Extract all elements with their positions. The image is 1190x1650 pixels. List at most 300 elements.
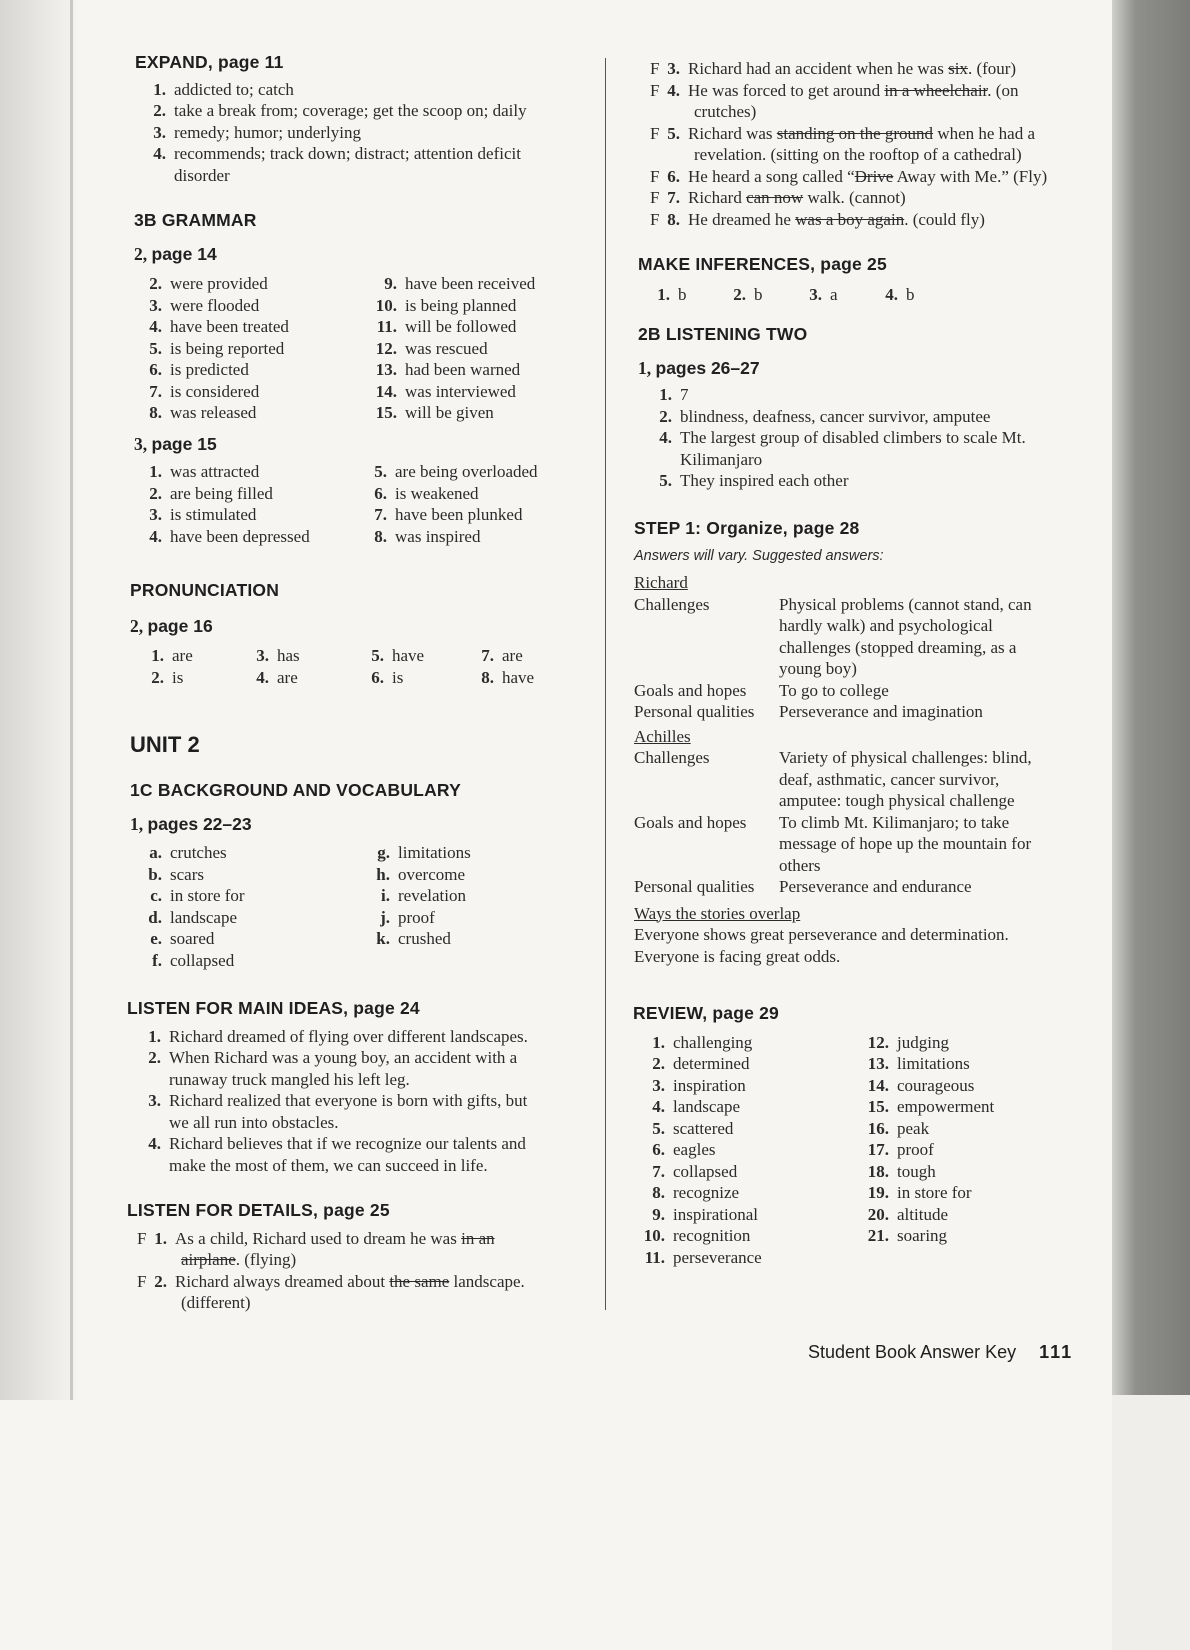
list-item — [253, 645, 368, 667]
review-lists — [633, 1032, 1083, 1269]
item-text: proof — [897, 1140, 934, 1159]
achilles-qualities: Perseverance and endurance — [779, 877, 972, 896]
item-text: has — [277, 646, 300, 665]
inference-answer — [808, 284, 884, 306]
item-number: 4. — [659, 428, 672, 447]
text-line: To climb Mt. Kilimanjaro; to take — [779, 812, 1010, 832]
item-number: b. — [148, 864, 162, 884]
list-item — [150, 165, 595, 187]
item-number: 16. — [867, 1118, 889, 1138]
item-text: landscape — [170, 907, 238, 927]
grammar-p14-lists — [134, 273, 604, 424]
background-right — [374, 842, 574, 971]
list-item — [368, 645, 478, 667]
item-number — [145, 1069, 161, 1091]
list-item — [643, 1053, 867, 1075]
item-text: was rescued — [405, 338, 488, 358]
footer-label: Student Book Answer Key — [808, 1342, 1017, 1362]
details-item-2 — [127, 1271, 607, 1293]
details-item-2-cont: (different) — [181, 1293, 251, 1312]
item-number: 8. — [149, 403, 162, 422]
table-label: Challenges — [634, 748, 710, 767]
item-number: 2. — [154, 1271, 167, 1291]
item-number: f. — [152, 950, 162, 970]
list-item — [368, 667, 478, 689]
item-number: 15. — [375, 403, 397, 422]
item-text: have — [502, 667, 535, 687]
details-item-1-cont: airplane. (flying) — [181, 1250, 297, 1269]
item-number: 7. — [149, 381, 162, 401]
list-item — [146, 381, 371, 403]
details-list-start — [127, 1228, 607, 1314]
item-number: 13. — [867, 1054, 889, 1073]
list-item — [371, 381, 591, 403]
grammar-p15-label: 3, — [134, 433, 148, 454]
item-number — [656, 449, 672, 471]
item-text: soared — [170, 929, 215, 948]
list-item — [643, 1032, 867, 1054]
item-number: 1. — [154, 1228, 167, 1248]
item-text: recognition — [673, 1226, 751, 1245]
list-item — [643, 1075, 867, 1097]
table-label: Challenges — [634, 594, 710, 614]
richard-goals-row — [634, 680, 1084, 702]
item-text: crutches — [170, 843, 227, 862]
item-text: Richard always dreamed about the same landscape. — [175, 1271, 525, 1291]
tf-marker: F — [650, 123, 660, 143]
item-number: 4. — [153, 144, 166, 163]
item-text: is — [172, 667, 184, 687]
item-text: is being planned — [405, 295, 517, 315]
review-heading: REVIEW, page 29 — [633, 1003, 779, 1023]
list-item-cont — [656, 449, 1078, 471]
pronunciation-heading: PRONUNCIATION — [130, 580, 280, 600]
list-item — [867, 1139, 1067, 1161]
item-number: 2. — [733, 284, 746, 304]
pronunciation-column — [148, 645, 253, 688]
item-number: 6. — [652, 1140, 665, 1159]
table-label: Goals and hopes — [634, 812, 747, 832]
list-item — [643, 1161, 867, 1183]
item-number: 2. — [148, 1048, 161, 1067]
item-number: 19. — [867, 1183, 889, 1202]
item-text: collapsed — [170, 950, 235, 970]
item-text: They inspired each other — [680, 471, 849, 490]
item-text: determined — [673, 1054, 750, 1073]
list-item — [371, 526, 601, 548]
listening-two-section — [638, 324, 1078, 492]
item-number: 3. — [148, 1091, 161, 1110]
item-text: empowerment — [897, 1097, 995, 1116]
item-text: The largest group of disabled climbers to scale Mt. — [680, 428, 1026, 447]
struck-text: airplane — [181, 1250, 236, 1269]
item-number: 1. — [659, 385, 672, 404]
richard-goals: To go to college — [779, 680, 889, 700]
list-item — [374, 885, 574, 907]
list-item — [371, 338, 591, 360]
item-text: will be given — [405, 403, 494, 422]
struck-text: in an — [461, 1228, 495, 1248]
item-number: 4. — [149, 317, 162, 336]
list-item — [146, 907, 374, 929]
item-text: is weakened — [395, 483, 479, 503]
item-number: 7. — [667, 188, 680, 207]
item-text: is predicted — [170, 360, 249, 379]
item-text: is stimulated — [170, 505, 257, 524]
main-ideas-list — [145, 1026, 607, 1177]
grammar-p14-label: 2, — [134, 243, 148, 264]
item-text: were provided — [170, 274, 268, 293]
list-item — [371, 359, 591, 381]
item-text: in store for — [897, 1183, 972, 1202]
pronunciation-section — [130, 580, 600, 688]
item-number: i. — [381, 886, 390, 905]
list-item — [643, 1118, 867, 1140]
item-number: 1. — [652, 1032, 665, 1052]
struck-text: was a boy again — [795, 209, 905, 229]
item-text: tough — [897, 1161, 936, 1181]
item-text: collapsed — [673, 1161, 738, 1181]
list-item — [867, 1161, 1067, 1183]
item-text: eagles — [673, 1140, 716, 1159]
pronunciation-column — [368, 645, 478, 688]
details-item-1 — [127, 1228, 607, 1250]
item-number — [145, 1112, 161, 1134]
item-number: 3. — [809, 284, 822, 304]
achilles-goals-row — [634, 812, 1084, 877]
item-number: e. — [150, 929, 162, 948]
item-number: 12. — [867, 1032, 889, 1052]
expand-section — [135, 52, 595, 186]
item-number: 4. — [652, 1097, 665, 1116]
item-number: 5. — [149, 338, 162, 358]
list-item — [148, 645, 253, 667]
item-number: 1. — [151, 646, 164, 665]
review-left — [643, 1032, 867, 1269]
text-line: amputee: tough physical challenge — [779, 791, 1015, 810]
details-cont-section — [650, 58, 1090, 230]
item-number: 6. — [371, 667, 384, 687]
list-item — [374, 842, 574, 864]
overlap-heading: Ways the stories overlap — [634, 903, 801, 923]
item-number: 9. — [384, 274, 397, 293]
item-number: a. — [149, 843, 162, 862]
list-item — [867, 1182, 1067, 1204]
item-text: is considered — [170, 381, 260, 401]
item-number: 8. — [481, 667, 494, 687]
list-item — [374, 864, 574, 886]
item-text: judging — [897, 1032, 949, 1052]
background-section — [130, 780, 600, 971]
item-text: was released — [170, 403, 257, 422]
expand-heading: EXPAND, page 11 — [135, 52, 284, 72]
item-text: As a child, Richard used to dream he was in an — [175, 1228, 495, 1248]
table-label: Personal qualities — [634, 877, 755, 896]
list-item — [371, 461, 601, 483]
item-number: 20. — [867, 1204, 889, 1224]
item-text: When Richard was a young boy, an accident with a — [169, 1048, 518, 1067]
list-item — [371, 504, 601, 526]
item-text: is — [392, 667, 404, 687]
list-item — [867, 1096, 1067, 1118]
list-item-cont — [145, 1069, 607, 1091]
listening-two-label: 1, — [638, 357, 652, 378]
list-item — [374, 907, 574, 929]
inference-answer — [656, 284, 732, 306]
item-number: 3. — [652, 1075, 665, 1095]
richard-qualities: Perseverance and imagination — [779, 702, 983, 721]
item-number: 6. — [667, 166, 680, 186]
list-item — [150, 122, 595, 144]
table-label: Personal qualities — [634, 702, 755, 721]
step1-heading: STEP 1: Organize, page 28 — [634, 518, 860, 538]
text-line: Everyone shows great perseverance and determination. — [634, 925, 1009, 944]
page-number: 111 — [1039, 1342, 1074, 1362]
pronunciation-columns — [148, 645, 600, 688]
list-item — [150, 100, 595, 122]
review-section — [633, 1003, 1083, 1268]
list-item — [643, 1225, 867, 1247]
item-text: runaway truck mangled his left leg. — [169, 1069, 410, 1089]
item-text: a — [830, 284, 838, 304]
list-item — [867, 1032, 1067, 1054]
achilles-name: Achilles — [634, 726, 691, 746]
item-number: 2. — [659, 406, 672, 426]
details-item-5 — [650, 123, 1090, 145]
item-text: addicted to; catch — [174, 79, 294, 99]
list-item — [146, 928, 374, 950]
inference-answer — [732, 284, 808, 306]
achilles-challenges — [779, 747, 1032, 812]
item-text: will be followed — [405, 317, 517, 336]
list-item — [371, 273, 591, 295]
item-text: are being overloaded — [395, 462, 538, 481]
details-item-3 — [650, 58, 1090, 80]
tf-marker: F — [650, 188, 660, 207]
item-number: d. — [148, 907, 162, 927]
list-item — [478, 645, 578, 667]
item-number: 5. — [374, 462, 387, 481]
list-item — [253, 667, 368, 689]
list-item — [150, 79, 595, 101]
list-item — [643, 1204, 867, 1226]
item-number: 4. — [149, 526, 162, 546]
list-item — [148, 667, 253, 689]
item-number: 7. — [374, 505, 387, 524]
details-item-8 — [650, 209, 1090, 231]
item-text: peak — [897, 1118, 930, 1138]
inference-answer — [884, 284, 960, 306]
list-item-cont — [145, 1112, 607, 1134]
background-lists — [130, 842, 600, 971]
item-text: Richard realized that everyone is born with gifts, but — [169, 1091, 528, 1110]
page-footer — [808, 1342, 1073, 1363]
text-line: young boy) — [779, 659, 857, 678]
item-number: 3. — [149, 505, 162, 524]
details-item-4 — [650, 80, 1090, 102]
item-number: 1. — [657, 284, 670, 304]
item-number: 5. — [652, 1118, 665, 1138]
list-item — [146, 526, 371, 548]
item-number: 14. — [867, 1075, 889, 1095]
item-text: remedy; humor; underlying — [174, 122, 361, 142]
text-line: Physical problems (cannot stand, can — [779, 594, 1032, 614]
struck-text: in a wheelchair — [884, 80, 988, 100]
item-text: are — [172, 646, 193, 665]
list-item — [656, 406, 1078, 428]
achilles-challenges-row — [634, 747, 1084, 812]
item-text: He dreamed he was a boy again. (could fly) — [688, 209, 985, 229]
item-text: revelation — [398, 886, 466, 905]
listening-two-list — [656, 384, 1078, 492]
background-heading: 1C BACKGROUND AND VOCABULARY — [130, 780, 461, 800]
text-line: hardly walk) and psychological — [779, 616, 993, 635]
text-line: deaf, asthmatic, cancer survivor, — [779, 769, 1000, 789]
list-item — [145, 1026, 607, 1048]
list-item — [146, 402, 371, 424]
tf-marker: F — [137, 1271, 147, 1291]
list-item — [146, 338, 371, 360]
background-subheading — [130, 814, 600, 836]
text-line: Variety of physical challenges: blind, — [779, 748, 1032, 767]
item-text: are — [502, 646, 523, 665]
details-section — [127, 1200, 607, 1314]
item-number: 3. — [256, 646, 269, 665]
struck-text: six — [948, 59, 968, 78]
list-item — [145, 1090, 607, 1112]
item-text: blindness, deafness, cancer survivor, amputee — [680, 406, 991, 426]
richard-name: Richard — [634, 573, 688, 592]
list-item — [867, 1118, 1067, 1140]
item-number: 5. — [667, 123, 680, 143]
list-item — [867, 1075, 1067, 1097]
item-number: 13. — [375, 360, 397, 379]
inferences-section — [638, 254, 1078, 305]
overlap-text — [634, 924, 1084, 967]
list-item — [643, 1139, 867, 1161]
item-number: 4. — [148, 1134, 161, 1153]
item-number: 12. — [375, 338, 397, 358]
item-text: was attracted — [170, 462, 260, 481]
background-left — [146, 842, 374, 971]
item-text: He heard a song called “Drive Away with Me.” (Fly) — [688, 166, 1048, 186]
item-number: 9. — [652, 1204, 665, 1224]
item-text: Kilimanjaro — [680, 449, 763, 469]
item-number — [145, 1155, 161, 1177]
main-ideas-heading: LISTEN FOR MAIN IDEAS, page 24 — [127, 998, 420, 1018]
item-text: in store for — [170, 886, 245, 905]
listening-two-page: pages 26–27 — [655, 357, 760, 378]
item-text: have been depressed — [170, 526, 310, 546]
item-number: 8. — [374, 526, 387, 546]
item-text: challenging — [673, 1032, 753, 1052]
item-text: was inspired — [395, 526, 481, 546]
text-line: Everyone is facing great odds. — [634, 946, 841, 966]
background-page: pages 22–23 — [147, 813, 252, 834]
item-text: inspiration — [673, 1075, 746, 1095]
grammar-p15-right — [371, 461, 601, 547]
list-item — [867, 1225, 1067, 1247]
richard-challenges-row — [634, 594, 1084, 680]
item-number: 7. — [481, 646, 494, 665]
item-number: c. — [150, 886, 162, 905]
tf-marker: F — [650, 59, 660, 78]
tf-marker: F — [650, 80, 660, 100]
list-item — [146, 461, 371, 483]
pronunciation-column — [253, 645, 368, 688]
text-line: others — [779, 855, 821, 875]
inferences-heading: MAKE INFERENCES, page 25 — [638, 254, 887, 274]
unit-heading: UNIT 2 — [130, 732, 200, 757]
item-number: 1. — [153, 79, 166, 99]
scan-shadow-left — [0, 0, 76, 1400]
item-text: recognize — [673, 1183, 740, 1202]
list-item — [371, 402, 591, 424]
list-item — [371, 483, 601, 505]
listening-two-subheading — [638, 358, 1078, 380]
expand-list — [150, 79, 595, 187]
background-label: 1, — [130, 813, 144, 834]
item-text: scattered — [673, 1118, 734, 1138]
grammar-p15-page: page 15 — [151, 433, 217, 454]
item-text: courageous — [897, 1075, 975, 1095]
item-text: make the most of them, we can succeed in life. — [169, 1155, 488, 1175]
scan-edge-left — [70, 0, 73, 1400]
item-number: 8. — [667, 209, 680, 229]
item-number: g. — [377, 843, 390, 862]
list-item — [146, 316, 371, 338]
item-number: 2. — [151, 667, 164, 687]
item-number: 4. — [885, 284, 898, 304]
tf-marker: F — [650, 209, 660, 229]
item-text: landscape — [673, 1097, 741, 1116]
list-item — [374, 928, 574, 950]
grammar-p15-heading — [134, 434, 604, 456]
item-number: 14. — [375, 381, 397, 401]
item-number: 11. — [644, 1247, 665, 1267]
list-item — [145, 1047, 607, 1069]
grammar-section — [134, 210, 604, 547]
listening-two-heading: 2B LISTENING TWO — [638, 324, 808, 344]
list-item — [643, 1096, 867, 1118]
list-item — [146, 295, 371, 317]
item-text: Richard was standing on the ground when he had a — [688, 123, 1036, 143]
details-item-6 — [650, 166, 1090, 188]
item-text: recommends; track down; distract; attention deficit — [174, 144, 521, 163]
item-text: perseverance — [673, 1247, 762, 1267]
list-item — [643, 1247, 867, 1269]
item-number: 18. — [867, 1161, 889, 1181]
item-number: h. — [376, 864, 390, 884]
grammar-heading: 3B GRAMMAR — [134, 210, 257, 230]
item-text: b — [754, 284, 763, 304]
item-number: 8. — [652, 1183, 665, 1202]
grammar-p15-lists — [134, 461, 604, 547]
item-number: 7. — [652, 1161, 665, 1181]
item-number: 6. — [374, 483, 387, 503]
item-text: b — [678, 284, 687, 304]
item-number: 1. — [149, 462, 162, 481]
list-item — [145, 1133, 607, 1155]
item-number: 2. — [153, 101, 166, 120]
review-right — [867, 1032, 1067, 1269]
step1-section — [634, 518, 1084, 967]
item-text: is being reported — [170, 338, 285, 358]
item-text: Richard can now walk. (cannot) — [688, 188, 906, 207]
details-item-4-cont: crutches) — [694, 102, 757, 121]
text-line: message of hope up the mountain for — [779, 834, 1032, 853]
list-item — [146, 483, 371, 505]
